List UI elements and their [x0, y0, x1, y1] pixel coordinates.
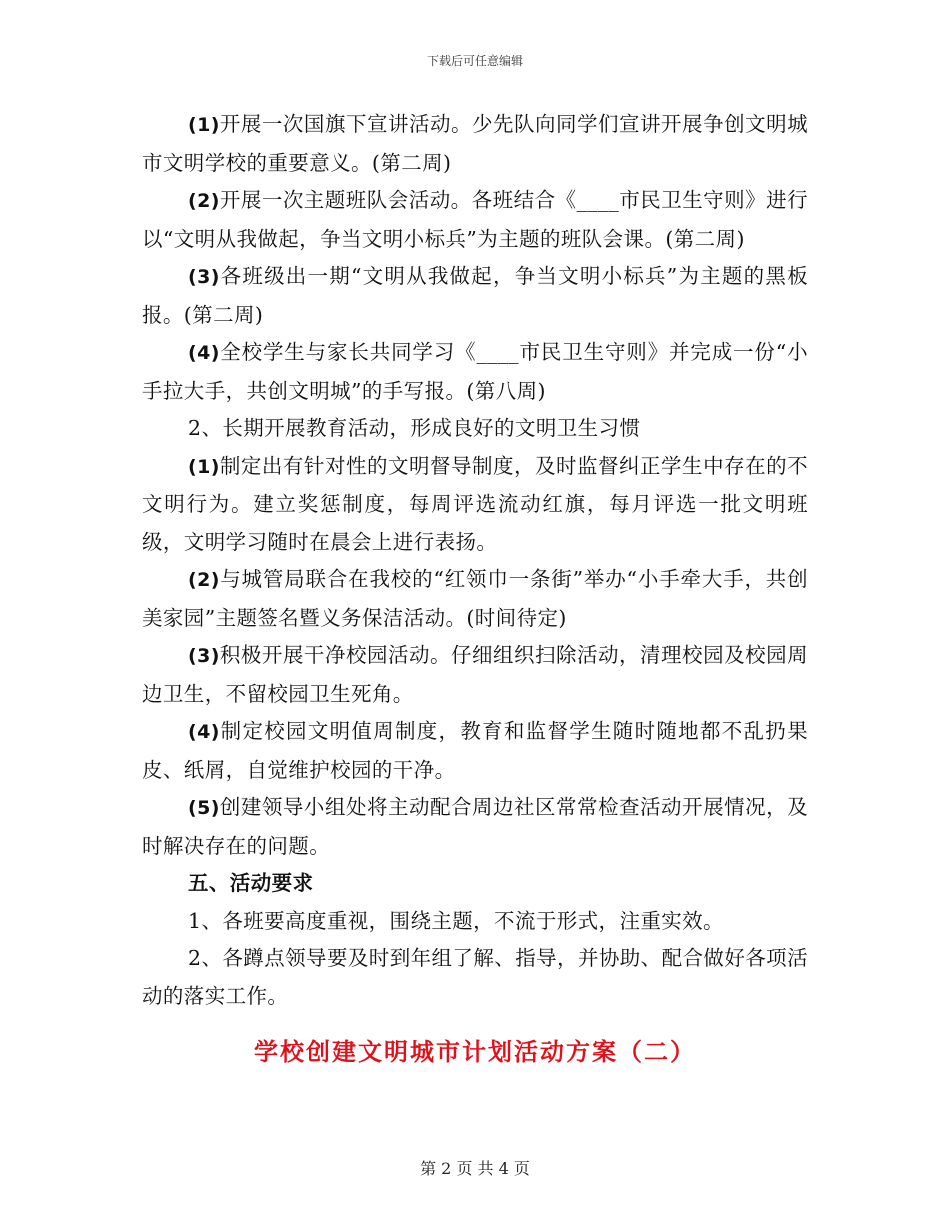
item-text: 各班级出一期“文明从我做起，争当文明小标兵”为主题的黑板报。(第二周) [142, 264, 808, 327]
list-item [142, 637, 808, 713]
list-item [142, 713, 808, 789]
item-number: (2) [188, 190, 220, 212]
item-number: (4) [188, 342, 220, 364]
list-item [142, 106, 808, 182]
item-number: (3) [188, 645, 220, 667]
item-number: (1) [188, 114, 220, 136]
item-text: 全校学生与家长共同学习《____市民卫生守则》并完成一份“小手拉大手，共创文明城”的手写报。(第八周) [142, 340, 808, 403]
page-header-note: 下载后可任意编辑 [426, 54, 523, 68]
document-body [142, 106, 808, 1015]
list-item: 1、各班要高度重视，围绕主题，不流于形式，注重实效。 [188, 908, 724, 933]
item-text: 开展一次国旗下宣讲活动。少先队向同学们宣讲开展争创文明城市文明学校的重要意义。(第二周) [142, 112, 808, 175]
item-text: 与城管局联合在我校的“红领巾一条街”举办“小手牵大手，共创美家园”主题签名暨义务保洁活动。(时间待定) [142, 567, 808, 630]
document-title: 学校创建文明城市计划活动方案（二） [254, 1037, 696, 1066]
item-number: (2) [188, 569, 220, 591]
item-text: 制定出有针对性的文明督导制度，及时监督纠正学生中存在的不文明行为。建立奖惩制度，每周评选流动红旗，每月评选一批文明班级，文明学习随时在晨会上进行表扬。 [142, 453, 808, 554]
list-item [142, 789, 808, 865]
item-text: 制定校园文明值周制度，教育和监督学生随时随地都不乱扔果皮、纸屑，自觉维护校园的干净。 [142, 719, 808, 782]
section-heading: 五、活动要求 [188, 871, 314, 895]
item-text: 2、长期开展教育活动，形成良好的文明卫生习惯 [188, 416, 641, 440]
item-number: (1) [188, 455, 220, 478]
list-item [142, 182, 808, 258]
subsection-heading [142, 410, 808, 448]
list-item [142, 448, 808, 562]
item-text: 创建领导小组处将主动配合周边社区常常检查活动开展情况，及时解决存在的问题。 [142, 795, 808, 858]
list-item: 2、各蹲点领导要及时到年组了解、指导，并协助、配合做好各项活动的落实工作。 [142, 946, 808, 1008]
list-item [142, 258, 808, 334]
item-text: 开展一次主题班队会活动。各班结合《____市民卫生守则》进行以“文明从我做起，争当文明小标兵”为主题的班队会课。(第二周) [142, 188, 808, 251]
item-number: (3) [188, 266, 220, 288]
list-item [142, 334, 808, 410]
page-number-footer: 第 2 页 共 4 页 [420, 1159, 530, 1178]
item-number: (4) [188, 721, 220, 743]
item-text: 积极开展干净校园活动。仔细组织扫除活动，清理校园及校园周边卫生，不留校园卫生死角。 [142, 643, 808, 706]
item-number: (5) [188, 797, 220, 819]
list-item [142, 561, 808, 637]
